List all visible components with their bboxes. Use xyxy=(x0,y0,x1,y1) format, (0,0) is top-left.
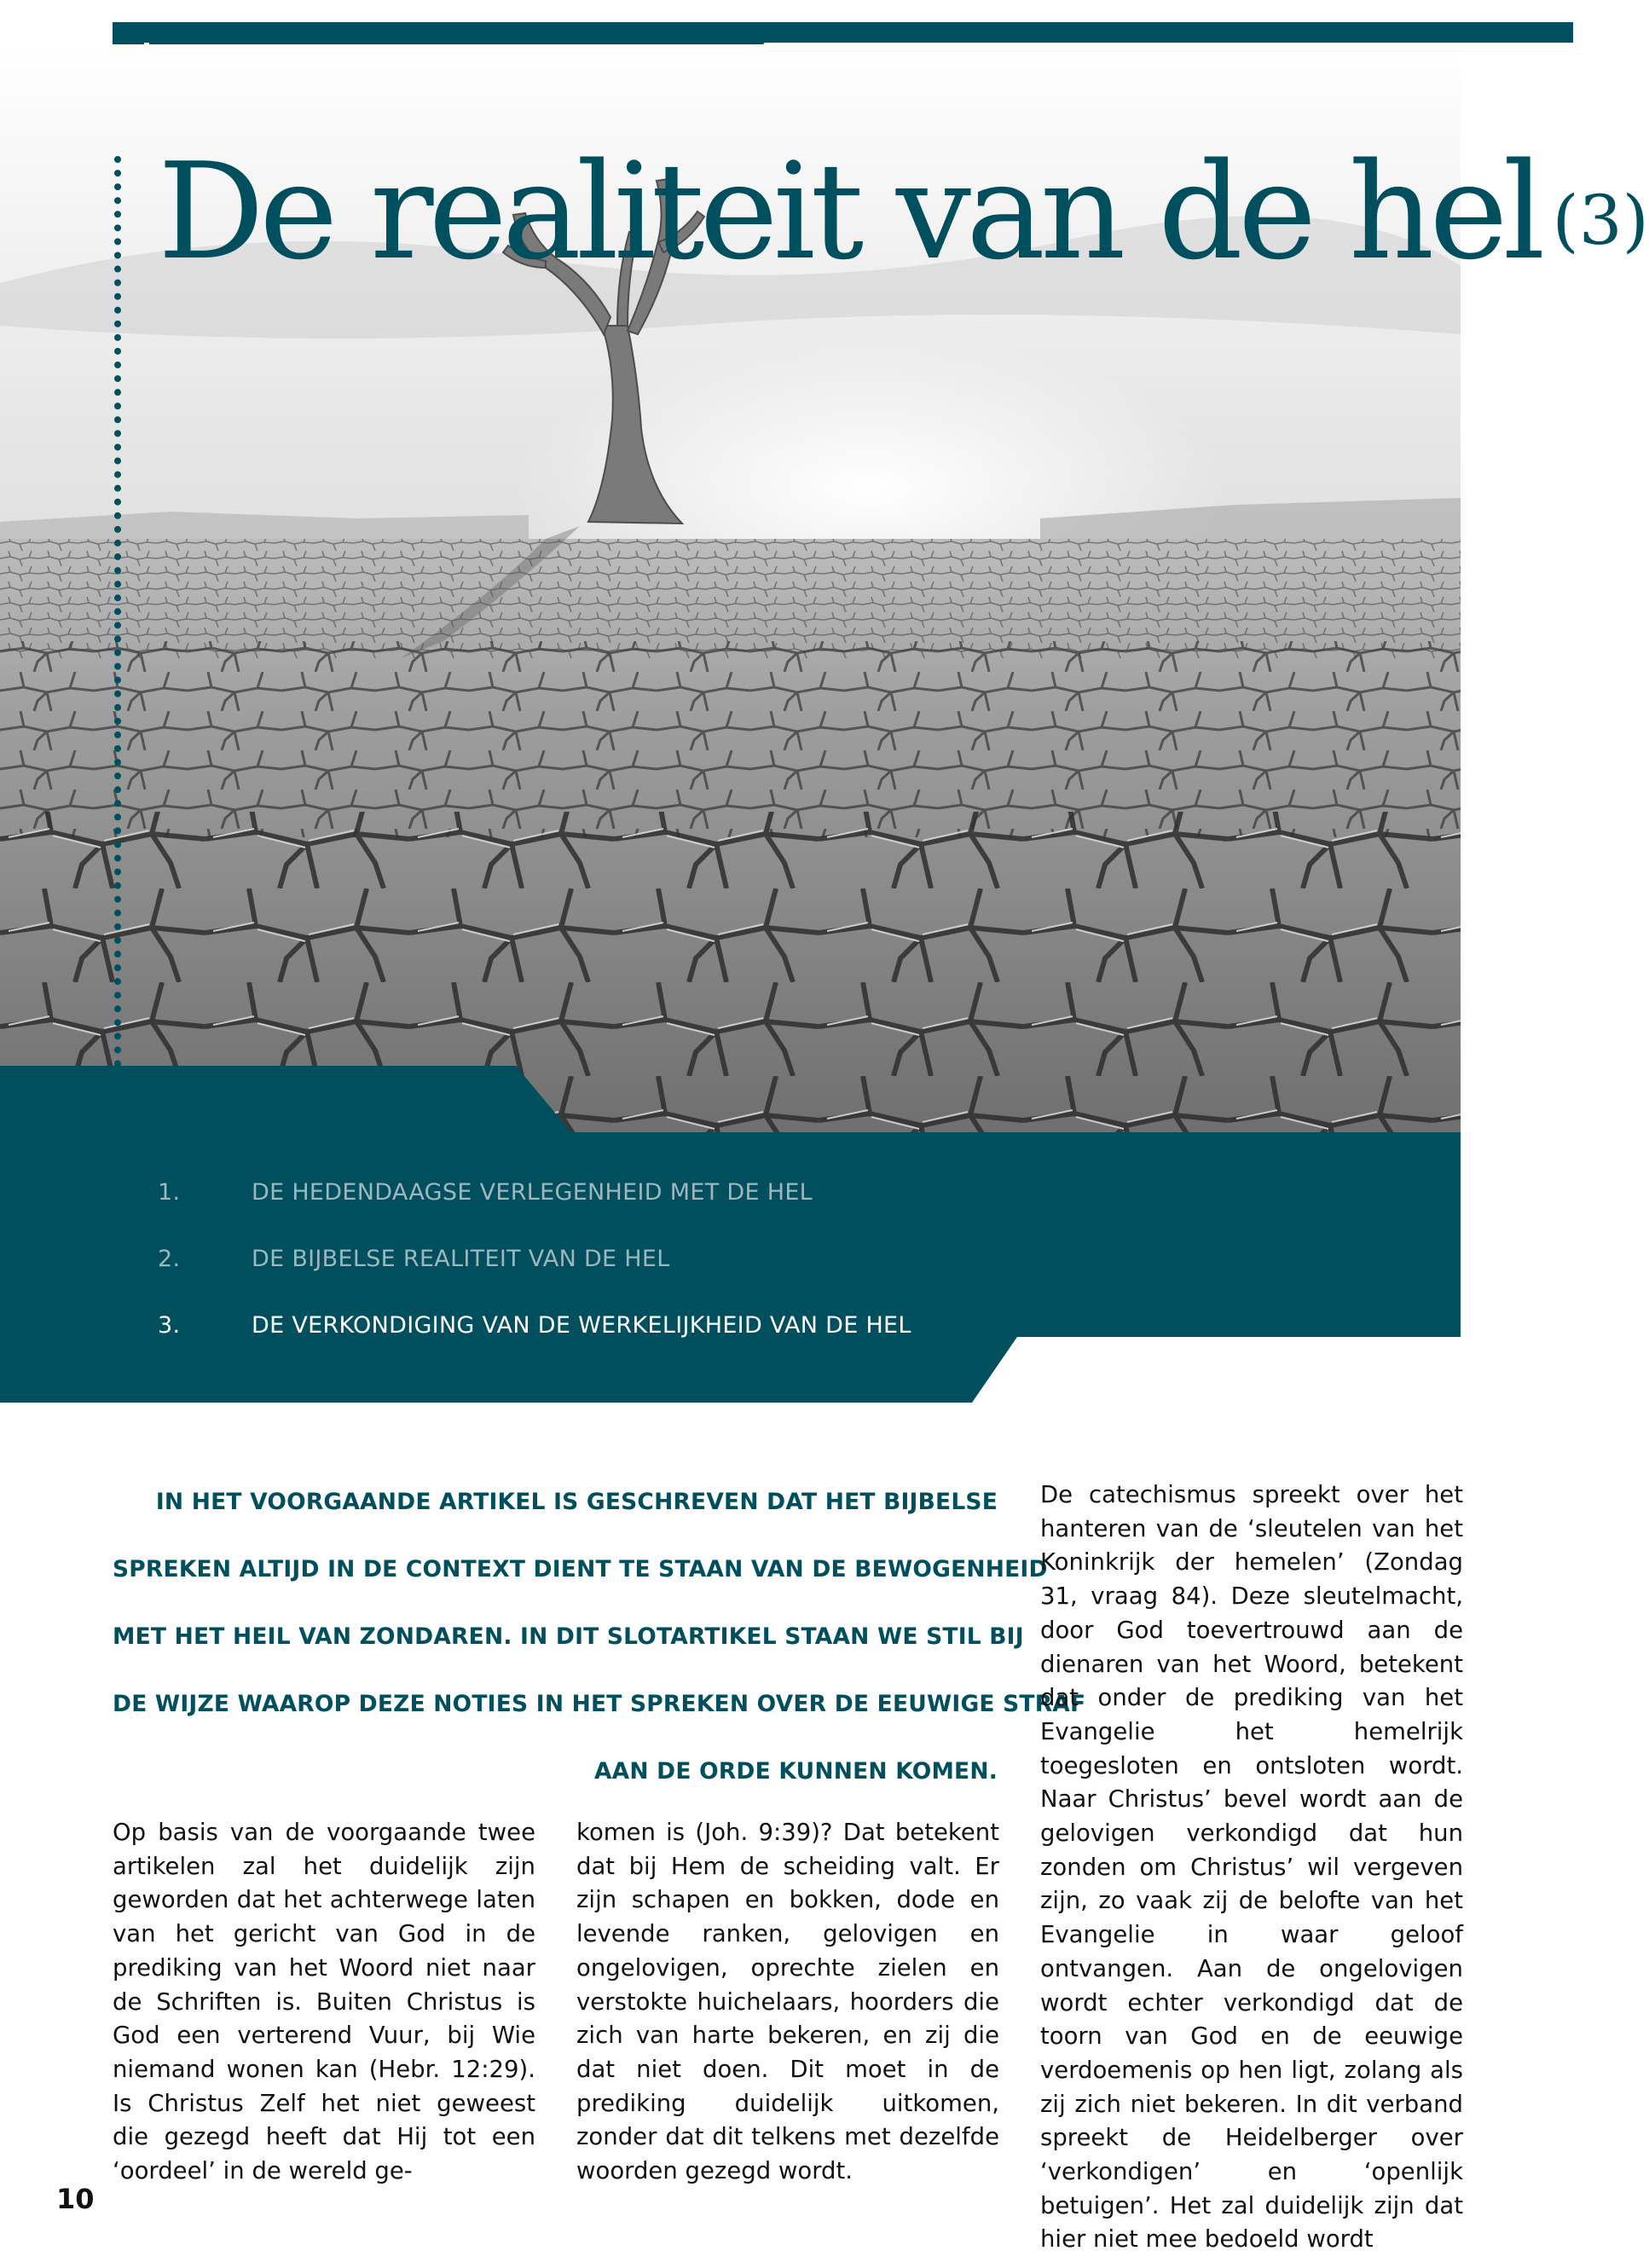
intro-line: DE WIJZE WAAROP DEZE NOTIES IN HET SPREKEN OVER DE EEUWIGE STRAF xyxy=(113,1691,1086,1717)
toc-text: DE HEDENDAAGSE VERLEGENHEID MET DE HEL xyxy=(252,1179,813,1206)
body-column-1: Op basis van de voorgaande twee artikelen zal het duidelijk zijn geworden dat het achterwege laten van het gericht van God in de prediking van het Woord niet naar de Schriften is. Buiten Christus is God een verterend Vuur, bij Wie niemand wonen kan (Hebr. 12:29). Is Christus Zelf het niet geweest die gezegd heeft dat Hij tot een ‘oordeel’ in de wereld ge- xyxy=(113,1819,535,2185)
intro-lead xyxy=(113,1468,1086,1805)
intro-line: SPREKEN ALTIJD IN DE CONTEXT DIENT TE STAAN VAN DE BEWOGENHEID xyxy=(113,1556,1048,1582)
intro-line: IN HET VOORGAANDE ARTIKEL IS GESCHREVEN DAT HET BIJBELSE xyxy=(155,1489,998,1515)
toc-number: 2. xyxy=(158,1246,181,1272)
intro-line: AAN DE ORDE KUNNEN KOMEN. xyxy=(593,1758,998,1785)
page-number: 10 xyxy=(56,2183,95,2215)
dotted-rule xyxy=(114,156,121,1205)
article-part-number: (3) xyxy=(1552,181,1649,260)
toc-number: 3. xyxy=(158,1312,181,1339)
toc-number: 1. xyxy=(158,1179,181,1206)
body-column-2: komen is (Joh. 9:39)? Dat betekent dat bij Hem de scheiding valt. Er zijn schapen en bokken, dode en levende ranken, gelovigen en ongelovigen, oprechte zielen en verstokte huichelaars, hoorders die zich van harte bekeren, en zij die dat niet doen. Dit moet in de prediking duidelijk uitkomen, zonder dat dit telkens met dezelfde woorden gezegd wordt. xyxy=(576,1819,999,2185)
toc-text: DE VERKONDIGING VAN DE WERKELIJKHEID VAN DE HEL xyxy=(252,1312,911,1339)
article-title xyxy=(158,134,1649,289)
body-column-3: De catechismus spreekt over het hanteren van de ‘sleutelen van het Koninkrijk der hemelen’ (Zondag 31, vraag 84). Deze sleutelmacht, door God toevertrouwd aan de dienaren van het Woord, betekent dat onder de prediking van het Evangelie het hemelrijk toegesloten en ontsloten wordt. Naar Christus’ bevel wordt aan de gelovigen verkondigd dat hun zonden om Christus’ wil vergeven zijn, zo vaak zij de belofte van het Evangelie in waar geloof ontvangen. Aan de ongelovigen wordt echter verkondigd dat de toorn van God en de eeuwige verdoemenis op hen ligt, zolang als zij zich niet bekeren. In dit verband spreekt de Heidelberger over ‘verkondigen’ en ‘openlijk betuigen’. Het zal duidelijk zijn dat hier niet mee bedoeld wordt xyxy=(1040,1481,1463,2254)
article-title-main: De realiteit van de hel xyxy=(158,134,1541,289)
intro-line: MET HET HEIL VAN ZONDAREN. IN DIT SLOTARTIKEL STAAN WE STIL BIJ xyxy=(113,1623,1024,1650)
toc-text: DE BIJBELSE REALITEIT VAN DE HEL xyxy=(252,1246,670,1272)
header-rule xyxy=(767,22,1573,43)
